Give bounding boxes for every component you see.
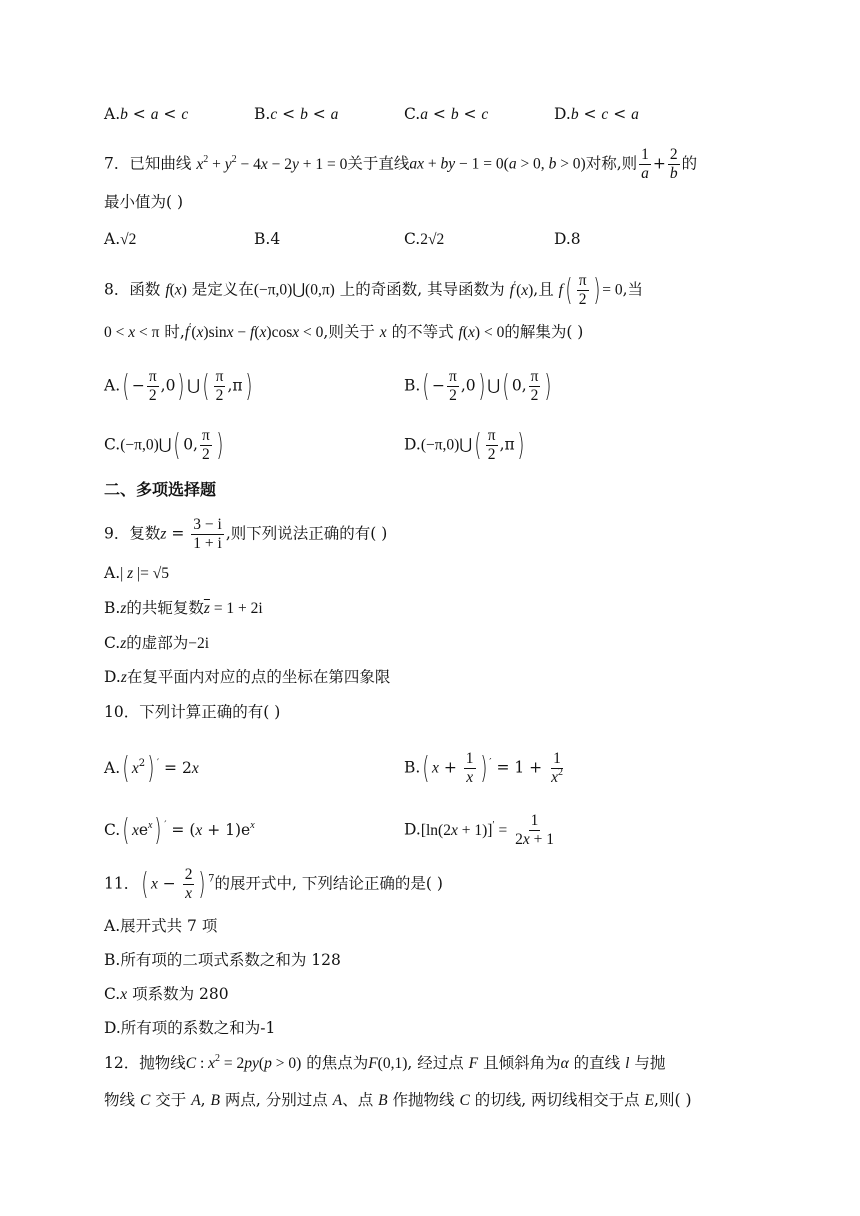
q8-options-ab: [104, 368, 704, 405]
q6-option-b[interactable]: B.c < b < a: [254, 105, 339, 123]
q10-option-c[interactable]: C.( $xe^x$) $' = (x + 1)e^x$: [104, 812, 255, 848]
q6-option-c[interactable]: C.a < b < c: [404, 105, 489, 123]
q10-options-cd: [104, 812, 704, 849]
q12-stem-line2: 物线 C 交于 A, B 两点, 分别过点 A、点 B 作抛物线 C 的切线, 两切线相交于点 E,则( ): [104, 1091, 692, 1109]
q10-stem: 10．下列计算正确的有( ): [104, 703, 281, 721]
q9-option-a[interactable]: A.| z |= √5: [104, 564, 170, 582]
q7-stem-line2: 最小值为( ): [104, 193, 184, 211]
q8-options-cd: [104, 427, 704, 464]
q8-stem: 8．函数 f(x) 是定义在(−π,0)⋃(0,π) 上的奇函数, 其导函数为 f′(x),且 f( $\frac{\pi}{2}$ ) = 0,当: [104, 272, 644, 308]
q7-option-b[interactable]: B.4: [254, 230, 281, 248]
q9-option-c[interactable]: C.z的虚部为−2i: [104, 634, 210, 652]
q7-option-a[interactable]: A.√2: [104, 230, 137, 248]
q11-option-d[interactable]: D.所有项的系数之和为-1: [104, 1019, 276, 1037]
q7-stem: 7．已知曲线 $x^2 + y^2 - 4x - 2y + 1 = 0$关于直线ax + by − 1 = 0(a > 0, b > 0)对称,则 $\frac{1}{a}$ + $\frac{2}{b}$ 的: [104, 146, 698, 182]
q10-options-ab: [104, 750, 704, 787]
q7-options: [104, 229, 704, 250]
q9-option-b[interactable]: B.z的共轭复数$\overline{z} = 1 + 2i$: [104, 599, 263, 617]
q8-option-a[interactable]: A.( − $\frac{\pi}{2}$ ,0) ⋃( $\frac{\pi}{2}$ ,π): [104, 368, 252, 404]
q10-option-a[interactable]: A.( $x^2$) ′ = 2x: [104, 750, 199, 786]
q8-option-b[interactable]: B.( − $\frac{\pi}{2}$ ,0) ⋃( 0, $\frac{\pi}{2}$ ): [404, 368, 552, 404]
q8-option-d[interactable]: D.(−π,0)⋃( $\frac{\pi}{2}$ ,π): [404, 427, 525, 463]
q11-option-a[interactable]: A.展开式共 7 项: [104, 917, 218, 935]
q11-option-c[interactable]: C.x 项系数为 280: [104, 985, 229, 1003]
q6-option-a[interactable]: A.b < a < c: [104, 105, 189, 123]
q8-option-c[interactable]: C.(−π,0)⋃( 0, $\frac{\pi}{2}$ ): [104, 427, 224, 463]
q11-stem: 11．( x − $\frac{2}{x}$ ) $^7$的展开式中, 下列结论正确的是( ): [104, 866, 443, 902]
q7-option-d[interactable]: D.8: [554, 230, 581, 248]
q9-option-d[interactable]: D.z在复平面内对应的点的坐标在第四象限: [104, 668, 391, 686]
q9-stem: 9．复数z = $\frac{3 - i}{1 + i}$ ,则下列说法正确的有( ): [104, 516, 388, 552]
q7-option-c[interactable]: C.2√2: [404, 230, 445, 248]
q10-option-d[interactable]: D.[ln(2x + 1)]′ = $\frac{1}{2x + 1}$: [404, 812, 554, 848]
q11-option-b[interactable]: B.所有项的二项式系数之和为 128: [104, 951, 341, 969]
q10-option-b[interactable]: B.( x + $\frac{1}{x}$ ) ′ = 1 + $\frac{1}{x^2}$: [404, 750, 563, 786]
section-heading-multiple-choice: 二、多项选择题: [104, 480, 217, 499]
q6-option-d[interactable]: D.b < c < a: [554, 105, 639, 123]
q8-stem-line2: 0 < x < π 时,f′(x)sinx − f(x)cosx < 0,则关于 x 的不等式 f(x) < 0的解集为( ): [104, 322, 584, 341]
q6-options: [104, 104, 704, 125]
q12-stem: 12．抛物线C : $x^2 = 2py(p > 0)$ 的焦点为F(0,1), 经过点 F 且倾斜角为α 的直线 l 与抛: [104, 1053, 666, 1072]
